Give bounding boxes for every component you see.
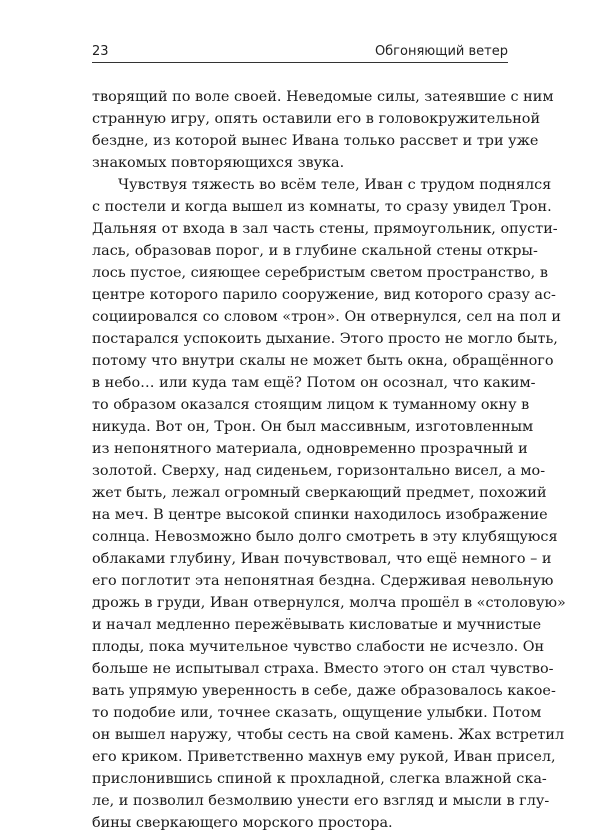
- paragraph-2: [92, 174, 566, 834]
- text-line: Дальняя от входа в зал часть стены, прямоугольник, опусти-: [92, 221, 558, 237]
- body-text: [92, 86, 566, 834]
- text-line: бины сверкающего морского простора.: [92, 815, 393, 831]
- text-line: лась, образовав порог, и в глубине скальной стены откры-: [92, 243, 538, 259]
- header-rule: [92, 62, 508, 63]
- text-line: то образом оказался стоящим лицом к туманному окну в: [92, 397, 530, 413]
- text-line: солнца. Невозможно было долго смотреть в эту клубящуюся: [92, 529, 558, 545]
- text-line: бездне, из которой вынес Ивана только рассвет и три уже: [92, 133, 539, 149]
- text-line: и начал медленно пережёвывать кисловатые и мучнистые: [92, 617, 542, 633]
- text-line: жет быть, лежал огромный сверкающий предмет, похожий: [92, 485, 547, 501]
- text-line: в небо… или куда там ещё? Потом он осознал, что каким-: [92, 375, 536, 391]
- text-line: золотой. Сверху, над сиденьем, горизонтально висел, а мо-: [92, 463, 546, 479]
- text-line: дрожь в груди, Иван отвернулся, молча прошёл в «столовую»: [92, 595, 566, 611]
- text-line: плоды, пока мучительное чувство слабости не исчезло. Он: [92, 639, 545, 655]
- text-line: на меч. В центре высокой спинки находилось изображение: [92, 507, 548, 523]
- running-header: [92, 40, 508, 62]
- text-line: облаками глубину, Иван почувствовал, что ещё немного – и: [92, 551, 552, 567]
- running-title: Обгоняющий ветер: [374, 44, 508, 59]
- text-line: вать упрямую уверенность в себе, даже образовалось какое-: [92, 683, 556, 699]
- text-line: из непонятного материала, одновременно прозрачный и: [92, 441, 528, 457]
- text-line: больше не испытывал страха. Вместо этого он стал чувство-: [92, 661, 554, 677]
- text-line: с постели и когда вышел из комнаты, то сразу увидел Трон.: [92, 199, 552, 215]
- text-line: он вышел наружу, чтобы сесть на свой камень. Жах встретил: [92, 727, 565, 743]
- text-line: творящий по воле своей. Неведомые силы, затеявшие с ним: [92, 89, 554, 105]
- text-line: лось пустое, сияющее серебристым светом пространство, в: [92, 265, 548, 281]
- text-line: Чувствуя тяжесть во всём теле, Иван с трудом поднялся: [118, 177, 552, 193]
- text-line: социировался со словом «трон». Он отвернулся, сел на пол и: [92, 309, 561, 325]
- text-line: его криком. Приветственно махнув ему рукой, Иван присел,: [92, 749, 556, 765]
- page-number: 23: [92, 44, 109, 59]
- text-line: знакомых повторяющихся звука.: [92, 155, 345, 171]
- text-line: ле, и позволил безмолвию унести его взгляд и мысли в глу-: [92, 793, 550, 809]
- text-line: потому что внутри скалы не может быть окна, обращённого: [92, 353, 554, 369]
- text-line: то подобие или, точнее сказать, ощущение улыбки. Потом: [92, 705, 542, 721]
- text-line: центре которого парило сооружение, вид которого сразу ас-: [92, 287, 556, 303]
- text-line: его поглотит эта непонятная бездна. Сдерживая невольную: [92, 573, 554, 589]
- text-line: странную игру, опять оставили его в головокружительной: [92, 111, 541, 127]
- text-line: прислонившись спиной к прохладной, слегка влажной ска-: [92, 771, 547, 787]
- text-line: постарался успокоить дыхание. Этого просто не могло быть,: [92, 331, 558, 347]
- paragraph-1: [92, 86, 554, 174]
- text-line: никуда. Вот он, Трон. Он был массивным, изготовленным: [92, 419, 534, 435]
